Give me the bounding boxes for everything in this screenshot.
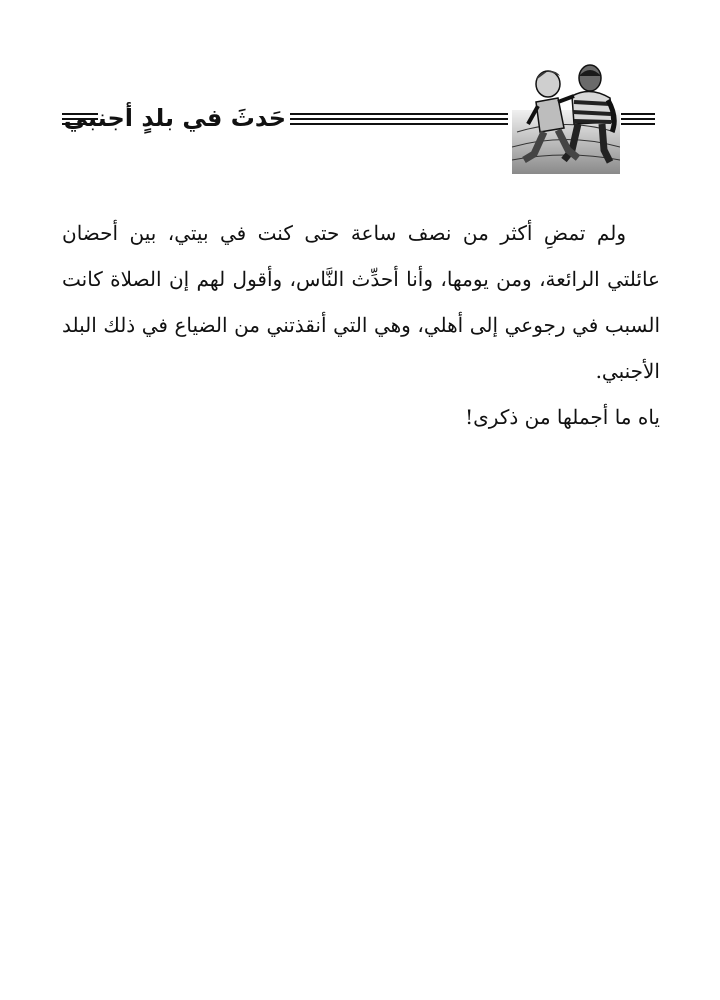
chapter-title: حَدثَ في بلدٍ أجنبي [63,104,286,132]
paragraph-2: ياه ما أجملها من ذكرى! [465,405,660,429]
paragraph-1: ولم تمضِ أكثر من نصف ساعة حتى كنت في بيتي، بين أحضان عائلتي الرائعة، ومن يومها، وأنا أحدِّث النَّاس، وأقول لهم إن الصلاة كانت السبب في رجوعي إلى أهلي، وهي التي أنقذتني من الضياع في ذلك البلد الأجنبي. [62,221,660,383]
chapter-header [0,0,720,180]
decorative-rule-middle [290,113,508,125]
story-text [62,210,660,440]
chase-illustration-icon [512,62,620,174]
decorative-rule-right [621,113,655,125]
